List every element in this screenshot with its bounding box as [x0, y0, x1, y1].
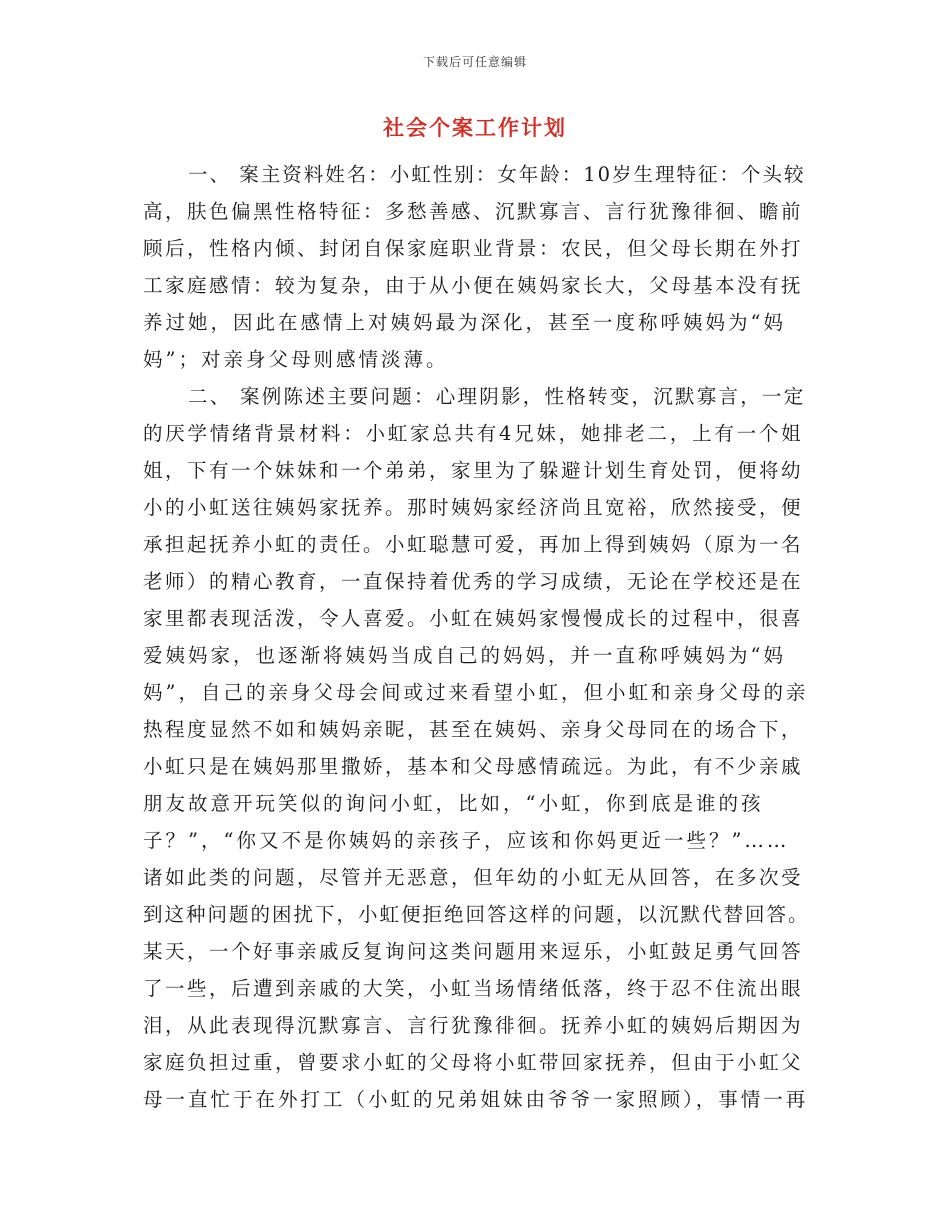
body-line-20: 诸如此类的问题，尽管并无恶意，但年幼的小虹无从回答，在多次受 [143, 866, 804, 889]
body-line-11: 承担起抚养小虹的责任。小虹聪慧可爱，再加上得到姨妈（原为一名 [143, 533, 804, 556]
body-line-9: 姐，下有一个妹妹和一个弟弟，家里为了躲避计划生育处罚，便将幼 [143, 459, 804, 482]
body-line-21: 到这种问题的困扰下，小虹便拒绝回答这样的问题，以沉默代替回答。 [143, 903, 810, 926]
body-line-12: 老师）的精心教育，一直保持着优秀的学习成绩，无论在学校还是在 [143, 570, 804, 593]
body-line-26: 母一直忙于在外打工（小虹的兄弟姐妹由爷爷一家照顾），事情一再 [143, 1088, 809, 1111]
body-line-25: 家庭负担过重，曾要求小虹的父母将小虹带回家抚养，但由于小虹父 [143, 1051, 804, 1074]
body-line-10: 小的小虹送往姨妈家抚养。那时姨妈家经济尚且宽裕，欣然接受，便 [143, 496, 804, 519]
body-line-1: 一、 案主资料姓名：小虹性别：女年龄：10岁生理特征：个头较 [188, 163, 806, 186]
body-line-3: 顾后，性格内倾、封闭自保家庭职业背景：农民，但父母长期在外打 [143, 237, 804, 260]
body-line-5: 养过她，因此在感情上对姨妈最为深化，甚至一度称呼姨妈为“妈 [143, 311, 786, 334]
header-note: 下载后可任意编辑 [422, 55, 527, 69]
body-line-15: 妈”，自己的亲身父母会间或过来看望小虹，但小虹和亲身父母的亲 [143, 681, 809, 704]
body-line-16: 热程度显然不如和姨妈亲昵，甚至在姨妈、亲身父母同在的场合下， [143, 718, 804, 741]
body-line-2: 高，肤色偏黑性格特征：多愁善感、沉默寡言、言行犹豫徘徊、瞻前 [143, 200, 804, 223]
body-line-8: 的厌学情绪背景材料：小虹家总共有4兄妹，她排老二，上有一个姐 [143, 422, 804, 445]
body-line-6: 妈”；对亲身父母则感情淡薄。 [143, 348, 449, 371]
body-line-14: 爱姨妈家，也逐渐将姨妈当成自己的妈妈，并一直称呼姨妈为“妈 [143, 644, 786, 667]
body-line-13: 家里都表现活泼，令人喜爱。小虹在姨妈家慢慢成长的过程中，很喜 [143, 607, 804, 630]
body-line-24: 泪，从此表现得沉默寡言、言行犹豫徘徊。抚养小虹的姨妈后期因为 [143, 1014, 804, 1037]
body-line-17: 小虹只是在姨妈那里撒娇，基本和父母感情疏远。为此，有不少亲戚 [143, 755, 804, 778]
body-line-23: 了一些，后遭到亲戚的大笑，小虹当场情绪低落，终于忍不住流出眼 [143, 977, 804, 1000]
body-line-22: 某天，一个好事亲戚反复询问这类问题用来逗乐，小虹鼓足勇气回答 [143, 940, 804, 963]
body-line-18: 朋友故意开玩笑似的询问小虹，比如，“小虹，你到底是谁的孩 [143, 792, 764, 815]
body-line-4: 工家庭感情：较为复杂，由于从小便在姨妈家长大，父母基本没有抚 [143, 274, 804, 297]
body-line-19: 子？”，“你又不是你姨妈的亲孩子，应该和你妈更近一些？”…… [143, 829, 790, 852]
document-title: 社会个案工作计划 [383, 115, 567, 140]
body-line-7: 二、 案例陈述主要问题：心理阴影，性格转变，沉默寡言，一定 [188, 385, 806, 408]
